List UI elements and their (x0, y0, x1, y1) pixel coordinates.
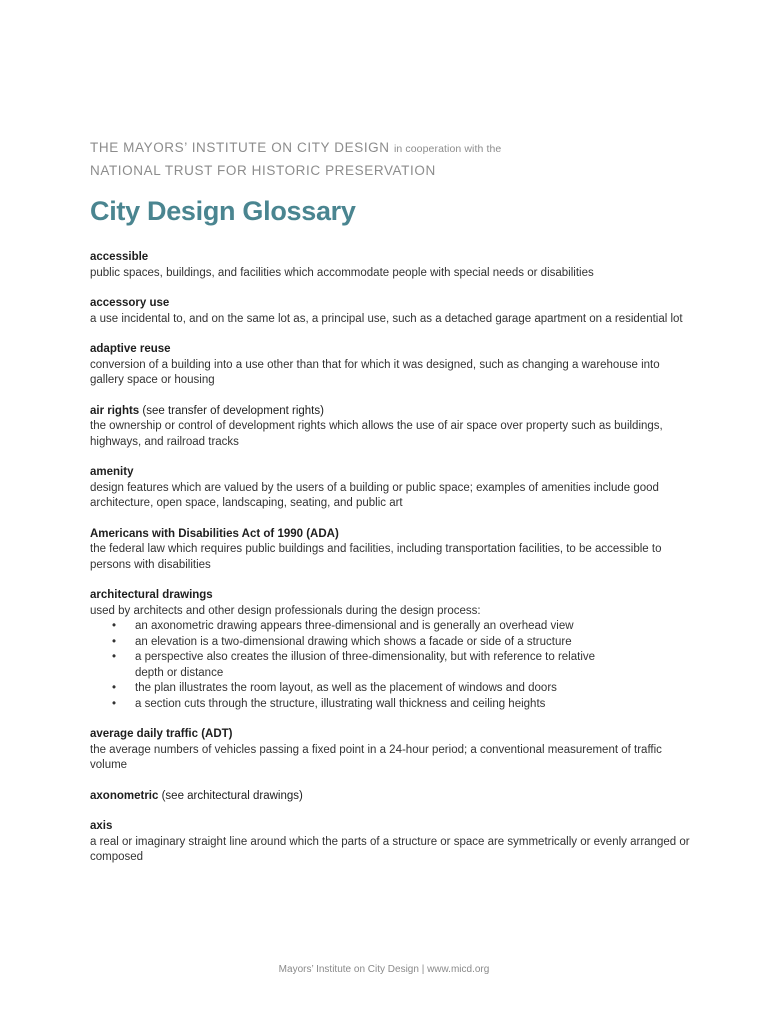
glossary-entry (90, 727, 690, 774)
partner-name: NATIONAL TRUST FOR HISTORIC PRESERVATION (90, 163, 436, 178)
glossary-list (90, 250, 690, 866)
term-line (90, 296, 690, 312)
glossary-entry (90, 465, 690, 512)
term-line (90, 819, 690, 835)
term-line (90, 250, 690, 266)
glossary-definition: design features which are valued by the users of a building or public space; examples of amenities include good architecture, open space, landscaping, seating, and public art (90, 481, 659, 509)
glossary-entry (90, 342, 690, 389)
bullet-list (90, 619, 690, 712)
glossary-entry (90, 588, 690, 712)
glossary-definition: conversion of a building into a use other than that for which it was designed, such as changing a warehouse into gallery space or housing (90, 358, 660, 386)
bullet-item: • an elevation is a two-dimensional drawing which shows a facade or side of a structure (90, 635, 615, 651)
term-line (90, 789, 690, 805)
glossary-definition: public spaces, buildings, and facilities which accommodate people with special needs or disabilities (90, 266, 594, 279)
bullet-item: • a perspective also creates the illusion of three-dimensionality, but with reference to relative depth or distance (90, 650, 615, 681)
glossary-term: accessible (90, 251, 149, 263)
glossary-entry (90, 404, 690, 451)
term-line (90, 404, 690, 420)
bullet-item: • a section cuts through the structure, illustrating wall thickness and ceiling heights (90, 697, 615, 713)
glossary-term: average daily traffic (ADT) (90, 728, 233, 740)
glossary-entry (90, 819, 690, 866)
glossary-term: accessory use (90, 297, 170, 309)
glossary-entry (90, 296, 690, 327)
glossary-entry (90, 527, 690, 574)
glossary-entry (90, 250, 690, 281)
term-line (90, 342, 690, 358)
glossary-term: amenity (90, 466, 134, 478)
glossary-term: air rights (90, 404, 140, 417)
header-org-line (90, 140, 690, 157)
glossary-definition: the average numbers of vehicles passing a fixed point in a 24-hour period; a conventional measurement of traffic volume (90, 743, 662, 771)
term-line (90, 465, 690, 481)
bullet-item: • an axonometric drawing appears three-dimensional and is generally an overhead view (90, 619, 615, 635)
org-name: THE MAYORS’ INSTITUTE ON CITY DESIGN (90, 140, 390, 155)
glossary-term: Americans with Disabilities Act of 1990 (ADA) (90, 527, 339, 540)
glossary-definition: the ownership or control of development rights which allows the use of air space over property such as buildings, highways, and railroad tracks (90, 420, 663, 448)
glossary-definition: the federal law which requires public buildings and facilities, including transportation facilities, to be accessible to persons with disabilities (90, 543, 662, 571)
page-title: City Design Glossary (90, 196, 356, 226)
glossary-definition: used by architects and other design professionals during the design process: (90, 604, 481, 617)
glossary-definition: a use incidental to, and on the same lot as, a principal use, such as a detached garage apartment on a residential lot (90, 312, 683, 325)
glossary-term: axonometric (90, 789, 159, 802)
cooperation-note: in cooperation with the (393, 143, 502, 155)
bullet-item: • the plan illustrates the room layout, as well as the placement of windows and doors (90, 681, 615, 697)
glossary-definition: a real or imaginary straight line around which the parts of a structure or space are symmetrically or evenly arranged or composed (90, 835, 690, 863)
document-page (90, 140, 690, 881)
glossary-term: axis (90, 820, 113, 832)
glossary-entry (90, 789, 690, 805)
term-line (90, 588, 690, 604)
term-line (90, 527, 690, 543)
page-footer: Mayors’ Institute on City Design | www.micd.org (278, 964, 490, 975)
glossary-term: architectural drawings (90, 589, 213, 601)
term-line (90, 727, 690, 743)
see-reference: (see architectural drawings) (161, 789, 303, 802)
see-reference: (see transfer of development rights) (142, 404, 324, 417)
glossary-term: adaptive reuse (90, 343, 171, 355)
